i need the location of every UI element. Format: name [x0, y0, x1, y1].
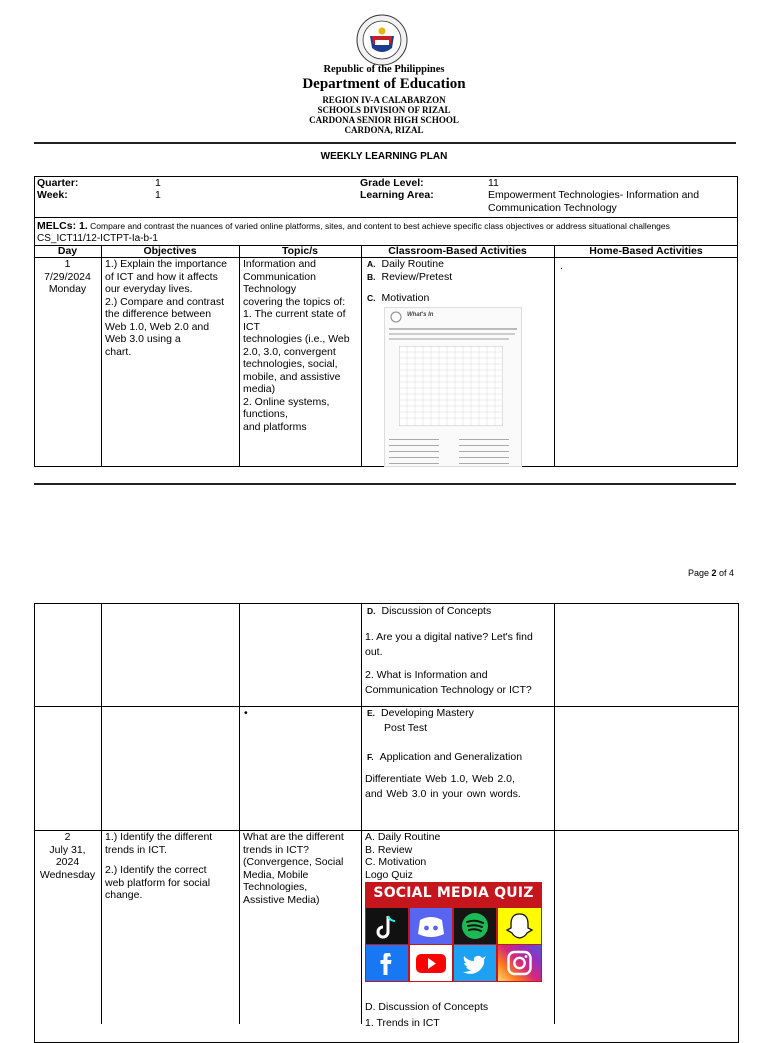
col-header-classroom: Classroom-Based Activities [388, 245, 527, 257]
location-line: CARDONA, RIZAL [344, 125, 424, 135]
page-number: Page 2 of 4 [688, 568, 735, 578]
col-header-objectives: Objectives [143, 245, 197, 257]
week-label: Week: [37, 189, 68, 201]
row2-objectives: 1.) Identify the different trends in ICT. 2.) Identify the correct web platform for social change. [105, 831, 213, 901]
week-value: 1 [155, 189, 161, 201]
row1-home-activity: . [560, 260, 563, 272]
row2-discussion: D. Discussion of Concepts [365, 1001, 489, 1013]
region-line: REGION IV-A CALABARZON [322, 95, 446, 105]
discussion-of-concepts: D. Discussion of Concepts [367, 605, 492, 617]
worksheet-icon [389, 311, 403, 323]
school-line: CARDONA SENIOR HIGH SCHOOL [309, 115, 459, 125]
spotify-icon [454, 908, 496, 944]
area-value-line-1: Empowerment Technologies- Information and [488, 189, 700, 201]
quarter-label: Quarter: [37, 177, 79, 189]
area-value-line-2: Communication Technology [488, 202, 617, 214]
quarter-value: 1 [155, 177, 161, 189]
quiz-banner: SOCIAL MEDIA QUIZ [373, 885, 534, 901]
area-label: Learning Area: [360, 189, 434, 201]
post-test: Post Test [384, 722, 427, 734]
worksheet-title: What's In [407, 312, 434, 318]
grade-value: 11 [488, 177, 499, 189]
melcs-text: Compare and contrast the nuances of varied online platforms, sites, and content to best achieve specific class objectives or address situational challenges [90, 221, 670, 231]
question-digital-native: 1. Are you a digital native? Let's find out. [365, 631, 533, 658]
header-rule [34, 142, 736, 144]
row1-objectives: 1.) Explain the importance of ICT and how it affects our everyday lives. 2.) Compare and contrast the difference between Web 1.0, Web 2.0 and Web 3.0 using a chart. [105, 258, 227, 358]
word-search-grid [399, 346, 503, 426]
tiktok-icon [366, 908, 408, 944]
whats-in-worksheet [384, 307, 522, 467]
snapchat-icon [498, 908, 541, 944]
melcs-label: MELCs: 1. [37, 220, 88, 232]
col-header-topics: Topic/s [282, 245, 318, 257]
youtube-icon [410, 945, 452, 981]
republic-line: Republic of the Philippines [323, 64, 445, 75]
grade-label: Grade Level: [360, 177, 424, 189]
row1-activity-b: B. Review/Pretest [367, 271, 453, 283]
footer-rule [34, 483, 736, 485]
row2-topics: What are the different trends in ICT? (Convergence, Social Media, Mobile Technologies, Assistive Media) [243, 831, 344, 906]
instagram-icon [498, 945, 541, 981]
topic-bullet: • [244, 707, 248, 719]
division-line: SCHOOLS DIVISION OF RIZAL [317, 105, 451, 115]
discord-icon [410, 908, 452, 944]
deped-seal [356, 14, 408, 66]
row2-activities: A. Daily Routine B. Review C. Motivation Logo Quiz [365, 831, 441, 881]
row2-trends-in-ict: 1. Trends in ICT [365, 1017, 440, 1029]
differentiate-prompt: Differentiate Web 1.0, Web 2.0, and Web 3.0 in your own words. [365, 773, 521, 800]
social-media-quiz-image [365, 882, 542, 982]
col-header-day: Day [57, 245, 78, 257]
row1-activity-a: A. Daily Routine [367, 258, 444, 270]
row1-topics: Information and Communication Technology covering the topics of: 1. The current state of ICT technologies (i.e., Web 2.0, 3.0, convergent technologies, social, mobile, and assistive media) 2. Online systems, functions, and platforms [243, 258, 350, 433]
department-title: Department of Education [302, 76, 466, 92]
application-generalization: F. Application and Generalization [367, 751, 523, 763]
developing-mastery: E. Developing Mastery [367, 707, 474, 719]
row1-activity-c: C. Motivation [367, 292, 430, 304]
melcs-statement [37, 220, 737, 232]
plan-title: WEEKLY LEARNING PLAN [320, 151, 448, 162]
question-what-is-ict: 2. What is Information and Communication Technology or ICT? [365, 669, 532, 696]
row1-day: 1 7/29/2024 Monday [44, 258, 91, 295]
facebook-icon [366, 945, 408, 981]
row2-day: 2 July 31, 2024 Wednesday [39, 831, 96, 881]
melcs-code: CS_ICT11/12-ICTPT-Ia-b-1 [37, 233, 158, 244]
twitter-icon [454, 945, 496, 981]
col-header-home: Home-Based Activities [589, 245, 703, 257]
